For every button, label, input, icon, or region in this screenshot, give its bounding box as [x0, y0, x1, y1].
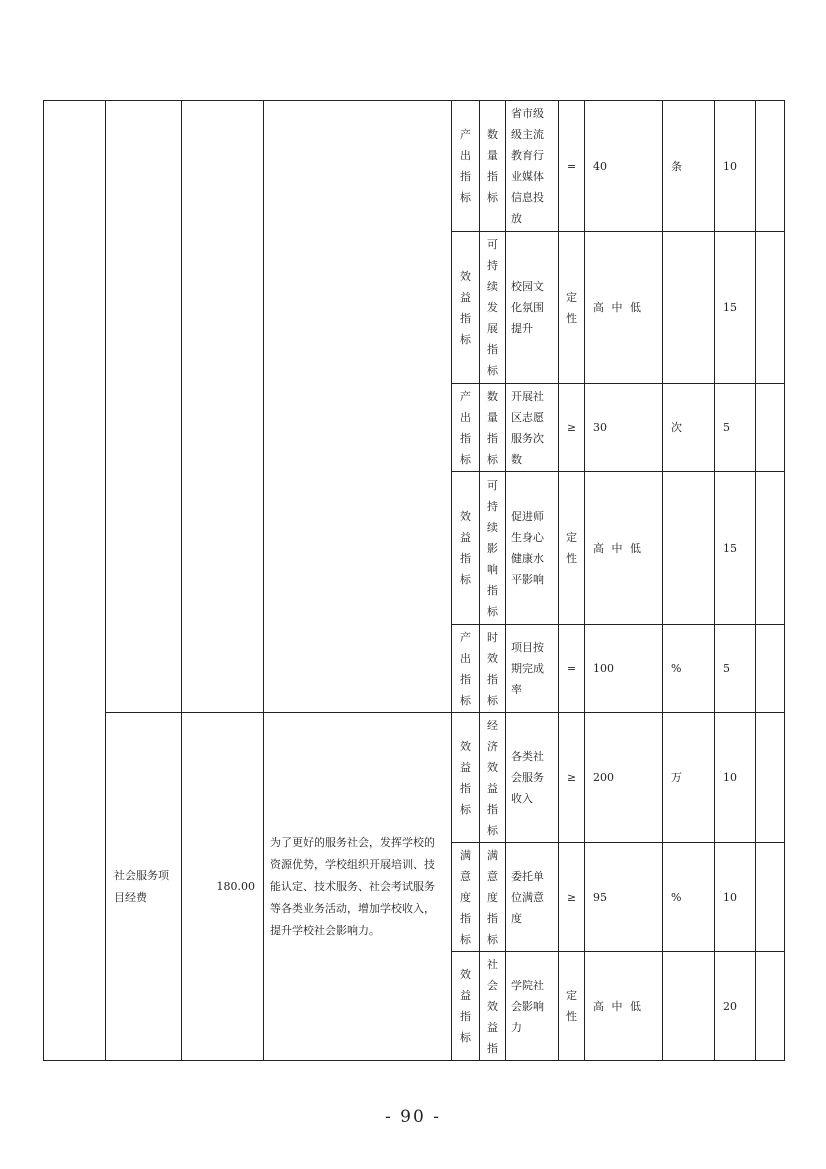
operator: 定性 — [559, 952, 585, 1061]
operator: 定性 — [559, 232, 585, 384]
score: 10 — [715, 101, 756, 232]
score: 15 — [715, 472, 756, 625]
score: 10 — [715, 713, 756, 843]
score: 5 — [715, 625, 756, 713]
level2-indicator: 时效指标 — [480, 625, 506, 713]
project-amount: 180.00 — [182, 713, 264, 1061]
level1-indicator: 产出指标 — [452, 101, 480, 232]
target-value: 高 中 低 — [585, 472, 663, 625]
table-row — [44, 101, 785, 232]
target-value: 95 — [585, 843, 663, 952]
remark — [756, 713, 785, 843]
level2-indicator: 经济效益指标 — [480, 713, 506, 843]
level3-indicator: 各类社会服务收入 — [506, 713, 559, 843]
target-value: 30 — [585, 384, 663, 472]
unit — [663, 472, 715, 625]
level2-indicator: 数量指标 — [480, 101, 506, 232]
unit: 次 — [663, 384, 715, 472]
level2-indicator: 社会效益指 — [480, 952, 506, 1061]
operator: = — [559, 101, 585, 232]
remark — [756, 232, 785, 384]
level3-indicator: 校园文化氛围提升 — [506, 232, 559, 384]
table-row — [44, 713, 785, 843]
unit: 万 — [663, 713, 715, 843]
page-number: - 90 - — [385, 1107, 441, 1127]
operator: 定性 — [559, 472, 585, 625]
target-value: 100 — [585, 625, 663, 713]
unit: % — [663, 843, 715, 952]
remark — [756, 472, 785, 625]
level2-indicator: 可持续影响指标 — [480, 472, 506, 625]
remark — [756, 952, 785, 1061]
target-value: 高 中 低 — [585, 952, 663, 1061]
score: 15 — [715, 232, 756, 384]
unit — [663, 232, 715, 384]
operator: = — [559, 625, 585, 713]
level1-indicator: 效益指标 — [452, 952, 480, 1061]
level2-indicator: 数量指标 — [480, 384, 506, 472]
level2-indicator: 满意度指标 — [480, 843, 506, 952]
project-name: 社会服务项目经费 — [106, 713, 182, 1061]
score: 20 — [715, 952, 756, 1061]
level3-indicator: 促进师生身心健康水平影响 — [506, 472, 559, 625]
operator: ≥ — [559, 384, 585, 472]
level3-indicator: 项目按期完成率 — [506, 625, 559, 713]
unit: % — [663, 625, 715, 713]
target-value: 200 — [585, 713, 663, 843]
level3-indicator: 开展社区志愿服务次数 — [506, 384, 559, 472]
prev-project-name-cell — [106, 101, 182, 713]
remark — [756, 101, 785, 232]
level2-indicator: 可持续发展指标 — [480, 232, 506, 384]
remark — [756, 843, 785, 952]
prev-project-amount-cell — [182, 101, 264, 713]
score: 10 — [715, 843, 756, 952]
prev-project-desc-cell — [264, 101, 452, 713]
target-value: 40 — [585, 101, 663, 232]
level1-indicator: 效益指标 — [452, 713, 480, 843]
level3-indicator: 委托单位满意度 — [506, 843, 559, 952]
operator: ≥ — [559, 713, 585, 843]
score: 5 — [715, 384, 756, 472]
project-description: 为了更好的服务社会，发挥学校的资源优势，学校组织开展培训、技能认定、技术服务、社会考试服务等各类业务活动，增加学校收入，提升学校社会影响力。 — [264, 713, 452, 1061]
category-cell — [44, 101, 106, 1061]
unit — [663, 952, 715, 1061]
remark — [756, 384, 785, 472]
level1-indicator: 满意度指标 — [452, 843, 480, 952]
level1-indicator: 效益指标 — [452, 232, 480, 384]
unit: 条 — [663, 101, 715, 232]
level1-indicator: 效益指标 — [452, 472, 480, 625]
remark — [756, 625, 785, 713]
level1-indicator: 产出指标 — [452, 625, 480, 713]
level3-indicator: 学院社会影响力 — [506, 952, 559, 1061]
performance-indicator-table — [43, 100, 785, 1061]
level3-indicator: 省市级级主流教育行业媒体信息投放 — [506, 101, 559, 232]
level1-indicator: 产出指标 — [452, 384, 480, 472]
operator: ≥ — [559, 843, 585, 952]
target-value: 高 中 低 — [585, 232, 663, 384]
